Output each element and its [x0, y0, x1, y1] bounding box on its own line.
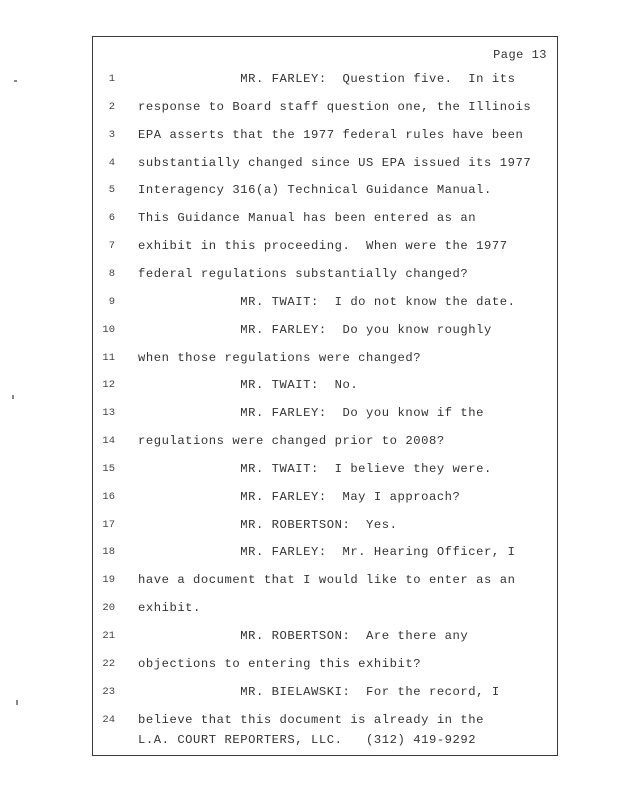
line-text: MR. BIELAWSKI: For the record, I	[138, 684, 500, 699]
line-number: 7	[108, 240, 115, 253]
line-text: when those regulations were changed?	[138, 350, 422, 365]
line-text: MR. FARLEY: May I approach?	[138, 489, 461, 504]
transcript-line	[93, 375, 559, 395]
line-number: 22	[102, 657, 115, 670]
line-text: MR. ROBERTSON: Yes.	[138, 517, 398, 532]
line-number: 12	[102, 379, 115, 392]
transcript-line	[93, 208, 559, 228]
transcript-line	[93, 69, 559, 89]
line-number: 4	[108, 156, 115, 169]
line-number: 6	[108, 212, 115, 225]
transcript-line	[93, 459, 559, 479]
line-number: 2	[108, 100, 115, 113]
transcript-line	[93, 626, 559, 646]
transcript-line	[93, 431, 559, 451]
transcript-line	[93, 236, 559, 256]
transcript-line	[93, 710, 559, 730]
transcript-line	[93, 264, 559, 284]
line-text: have a document that I would like to enter as an	[138, 573, 516, 588]
line-text: response to Board staff question one, the Illinois	[138, 99, 532, 114]
line-text: regulations were changed prior to 2008?	[138, 434, 445, 449]
transcript-line	[93, 487, 559, 507]
transcript-line	[93, 403, 559, 423]
line-number: 21	[102, 630, 115, 642]
transcript-line	[93, 348, 559, 368]
transcript-line	[93, 292, 559, 312]
line-text: objections to entering this exhibit?	[138, 656, 422, 671]
transcript-line	[93, 515, 559, 535]
line-text: exhibit.	[138, 601, 201, 616]
line-text: MR. TWAIT: No.	[138, 378, 359, 393]
line-number: 10	[102, 323, 115, 336]
transcript-line	[93, 542, 559, 562]
transcript-line	[93, 654, 559, 674]
line-text: MR. ROBERTSON: Are there any	[138, 629, 469, 643]
line-text: MR. FARLEY: Do you know roughly	[138, 322, 492, 337]
transcript-line	[93, 682, 559, 702]
line-text: MR. FARLEY: Question five. In its	[138, 72, 516, 86]
line-number: 17	[102, 518, 115, 531]
line-text: Interagency 316(a) Technical Guidance Manual.	[138, 183, 492, 198]
line-number: 19	[102, 574, 115, 587]
line-text: MR. FARLEY: Mr. Hearing Officer, I	[138, 545, 516, 560]
line-text: MR. TWAIT: I do not know the date.	[138, 294, 516, 309]
scan-speck	[14, 80, 17, 82]
line-text: MR. FARLEY: Do you know if the	[138, 406, 485, 421]
line-number: 5	[108, 184, 115, 197]
line-text: substantially changed since US EPA issued its 1977	[138, 155, 532, 170]
transcript-page	[92, 36, 558, 756]
transcript-line	[93, 570, 559, 590]
line-number: 23	[102, 685, 115, 698]
line-text: exhibit in this proceeding. When were the 1977	[138, 239, 508, 254]
line-number: 13	[102, 407, 115, 420]
scan-speck	[16, 700, 18, 705]
line-number: 14	[102, 435, 115, 448]
line-number: 20	[102, 602, 115, 615]
line-text: MR. TWAIT: I believe they were.	[138, 461, 492, 476]
line-number: 1	[108, 73, 115, 85]
line-number: 18	[102, 546, 115, 559]
line-number: 3	[108, 128, 115, 141]
transcript-line	[93, 97, 559, 117]
line-number: 9	[108, 295, 115, 308]
line-number: 16	[102, 490, 115, 503]
line-text: believe that this document is already in the	[138, 712, 485, 727]
transcript-line	[93, 180, 559, 200]
page-number: Page 13	[493, 48, 547, 62]
line-text: federal regulations substantially changed?	[138, 266, 469, 281]
transcript-line	[93, 598, 559, 618]
line-number: 11	[102, 351, 115, 364]
transcript-line	[93, 320, 559, 340]
line-number: 15	[102, 462, 115, 475]
transcript-line	[93, 153, 559, 173]
scan-speck	[12, 395, 14, 399]
line-text: EPA asserts that the 1977 federal rules have been	[138, 127, 524, 142]
reporter-footer: L.A. COURT REPORTERS, LLC. (312) 419-9292	[138, 733, 477, 747]
line-number: 8	[108, 267, 115, 280]
line-text: This Guidance Manual has been entered as an	[138, 211, 477, 226]
transcript-line	[93, 125, 559, 145]
line-number: 24	[102, 713, 115, 726]
